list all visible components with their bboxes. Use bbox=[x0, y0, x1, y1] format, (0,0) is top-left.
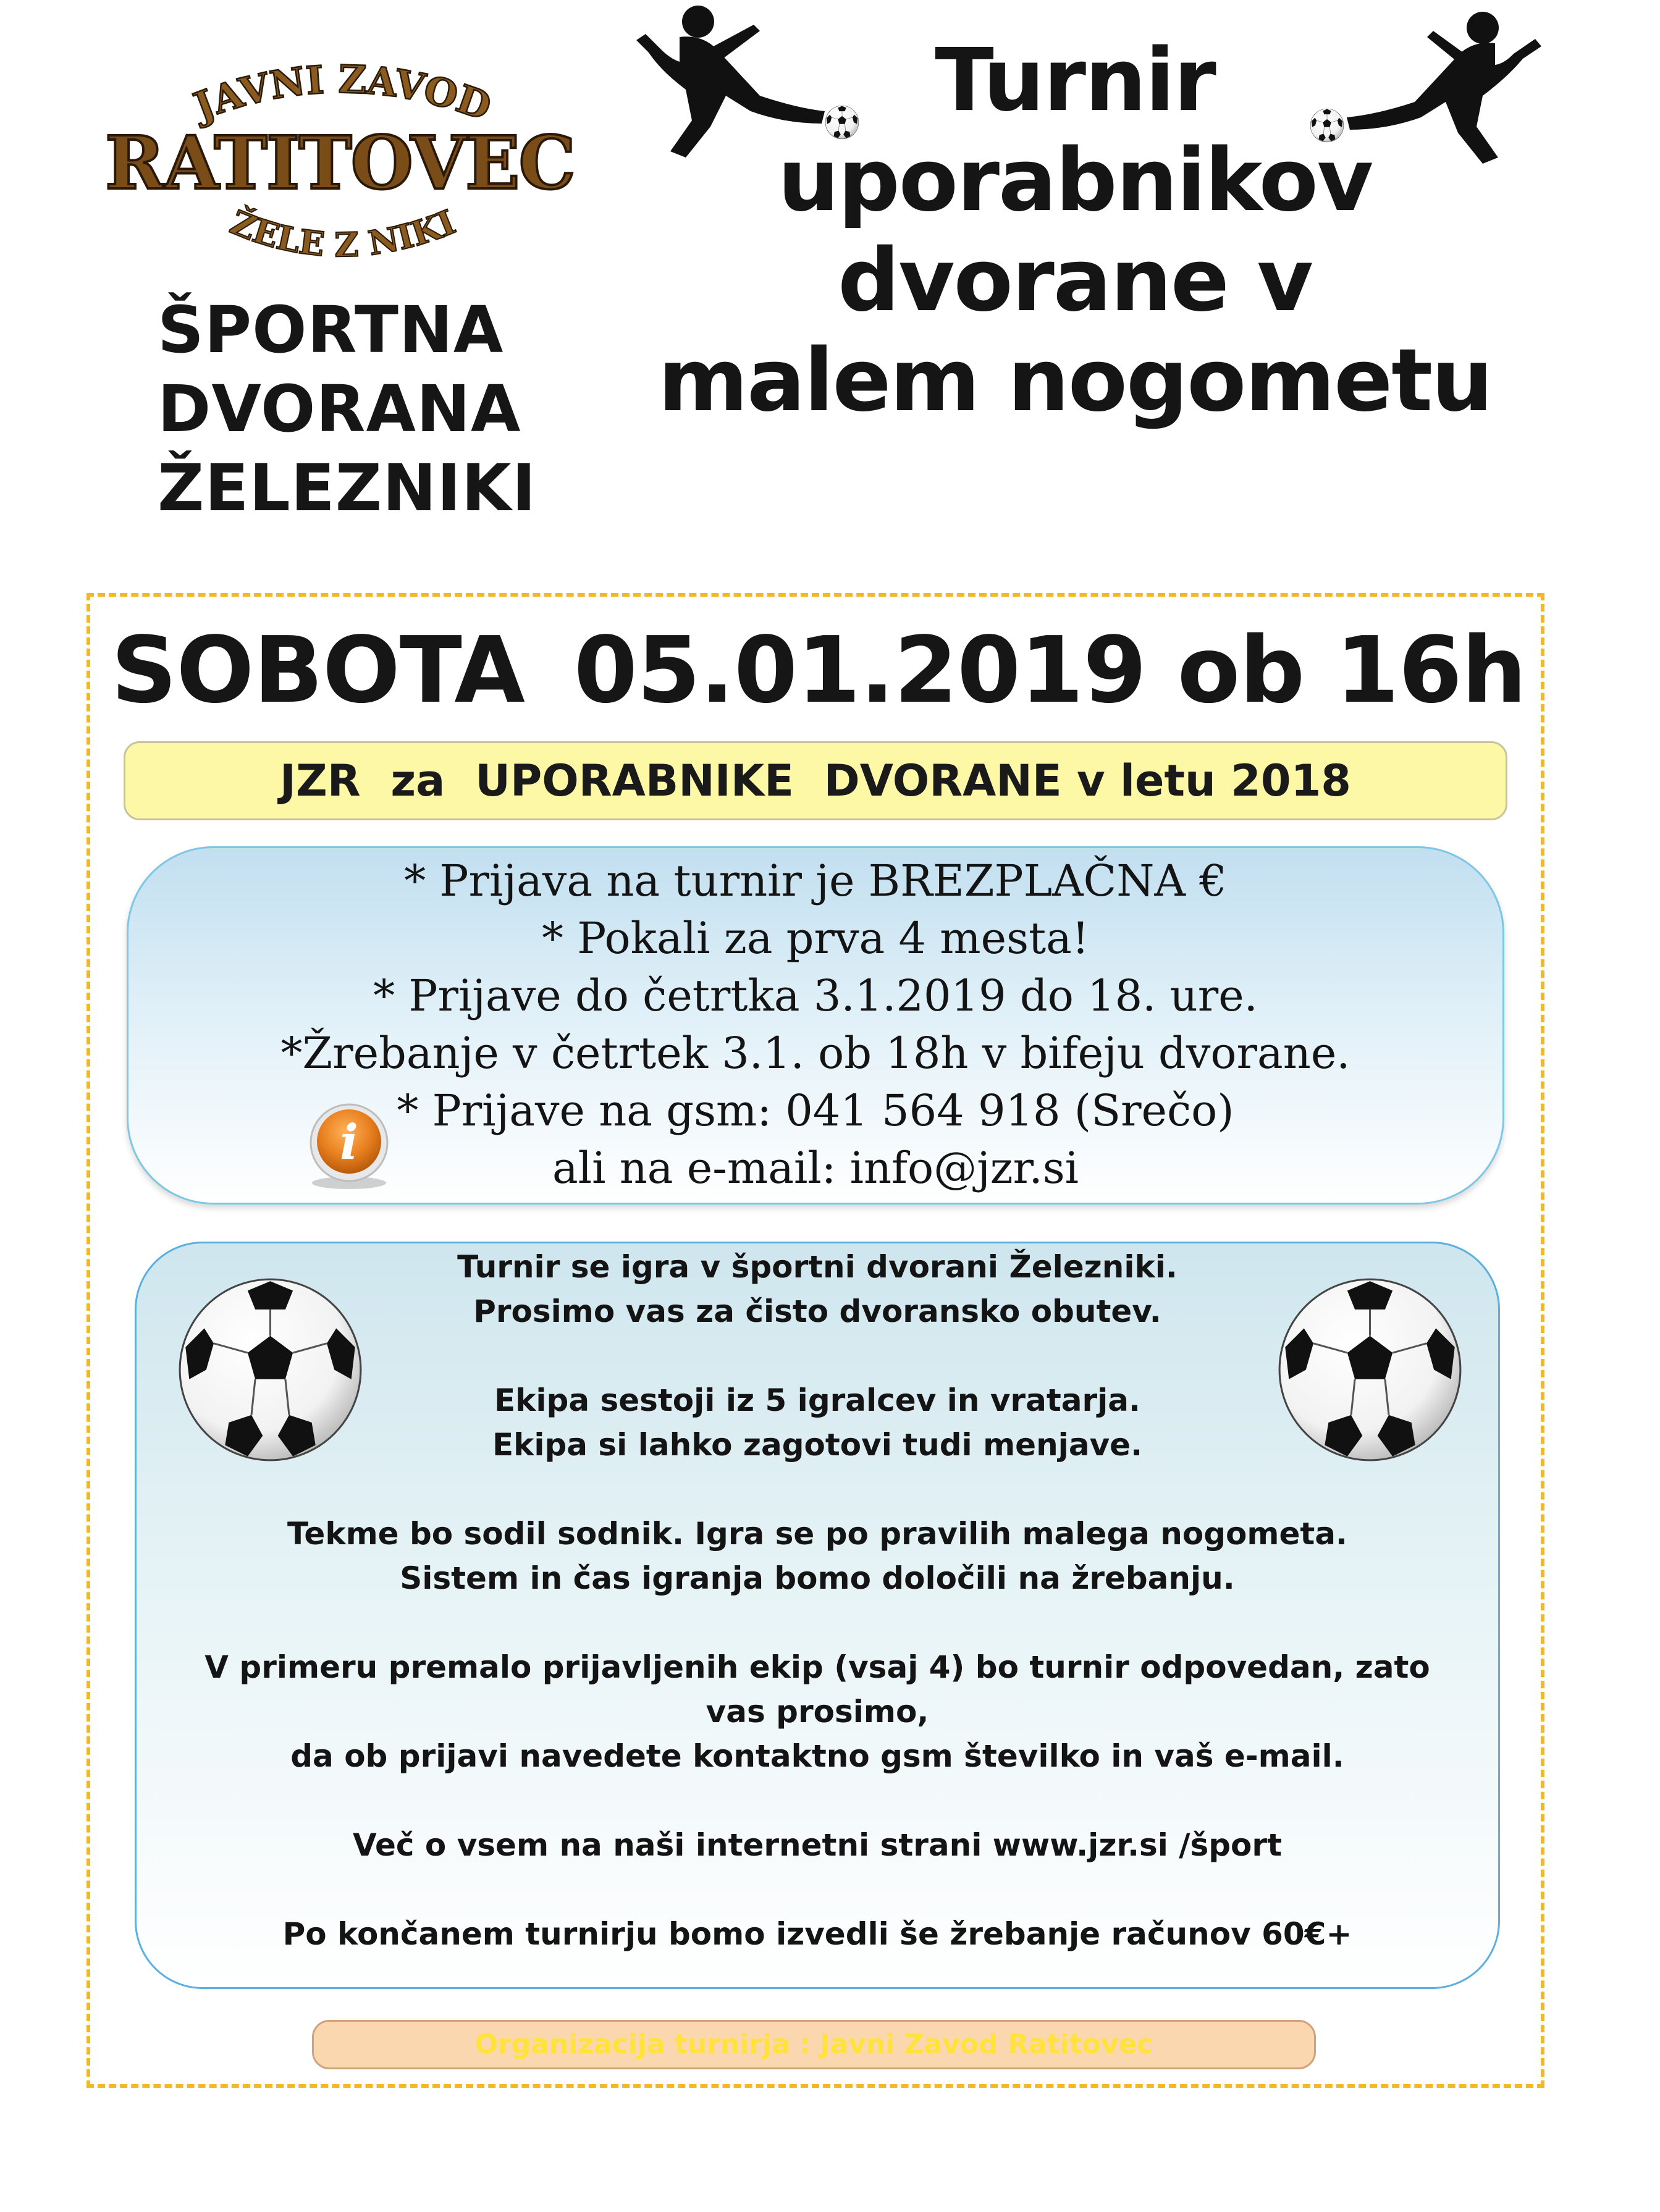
event-datetime: 05.01.2019 ob 16h bbox=[573, 617, 1527, 723]
description-line: Prosimo vas za čisto dvoransko obutev. bbox=[473, 1293, 1161, 1329]
description-line bbox=[135, 1867, 1500, 1912]
description-line: Po končanem turnirju bomo izvedli še žrebanje računov 60€+ bbox=[282, 1916, 1352, 1952]
title-line: malem nogometu bbox=[658, 330, 1492, 431]
description-line: Več o vsem na naši internetni strani www.jzr.si /šport bbox=[353, 1827, 1282, 1863]
hall-name bbox=[158, 290, 541, 528]
title-line: uporabnikov bbox=[777, 130, 1373, 231]
logo-arc-bottom-text: ŽELE Z NIKI bbox=[224, 201, 461, 265]
ratitovec-logo bbox=[93, 43, 587, 303]
description-line: Turnir se igra v športni dvorani Železniki. bbox=[457, 1249, 1178, 1285]
description-line: Sistem in čas igranja bomo določili na žrebanju. bbox=[400, 1560, 1235, 1596]
title-line: dvorane v bbox=[838, 230, 1312, 331]
info-line: * Prijave na gsm: 041 564 918 (Srečo) bbox=[397, 1085, 1234, 1136]
info-line: ali na e-mail: info@jzr.si bbox=[552, 1143, 1079, 1193]
hall-name-line: ŠPORTNA bbox=[158, 292, 504, 368]
info-icon-letter: i bbox=[340, 1114, 358, 1171]
hall-name-line: DVORANA bbox=[158, 371, 521, 447]
info-icon bbox=[303, 1100, 395, 1192]
info-line: * Prijave do četrtka 3.1.2019 do 18. ure. bbox=[373, 970, 1258, 1021]
event-date bbox=[93, 618, 1544, 723]
description-line bbox=[135, 1600, 1500, 1645]
logo-arc-top-text: JAVNI ZAVOD bbox=[188, 56, 497, 130]
description-line: Ekipa si lahko zagotovi tudi menjave. bbox=[492, 1427, 1143, 1463]
description-line bbox=[135, 1334, 1500, 1378]
info-line: * Pokali za prva 4 mesta! bbox=[541, 913, 1089, 964]
description-line: vas prosimo, bbox=[706, 1694, 929, 1730]
jzr-banner: JZR za UPORABNIKE DVORANE v letu 2018 bbox=[124, 741, 1507, 820]
event-day: SOBOTA bbox=[111, 617, 525, 723]
info-line: *Žrebanje v četrtek 3.1. ob 18h v bifeju dvorane. bbox=[280, 1028, 1350, 1079]
title-line: Turnir bbox=[935, 30, 1215, 131]
tournament-title bbox=[581, 31, 1569, 431]
description-line bbox=[135, 1467, 1500, 1512]
hall-name-line: ŽELEZNIKI bbox=[158, 450, 537, 526]
description-lines bbox=[135, 1245, 1500, 1956]
description-line: Ekipa sestoji iz 5 igralcev in vratarja. bbox=[494, 1382, 1141, 1418]
description-line bbox=[135, 1778, 1500, 1823]
description-line: da ob prijavi navedete kontaktno gsm številko in vaš e-mail. bbox=[290, 1738, 1344, 1774]
logo-main-text: RATITOVEC bbox=[105, 120, 575, 206]
organizer-banner: Organizacija turnirja : Javni Zavod Ratitovec bbox=[312, 2020, 1316, 2069]
description-line: Tekme bo sodil sodnik. Igra se po pravilih malega nogometa. bbox=[287, 1516, 1348, 1552]
info-line: * Prijava na turnir je BREZPLAČNA € bbox=[404, 856, 1227, 906]
description-line: V primeru premalo prijavljenih ekip (vsaj 4) bo turnir odpovedan, zato bbox=[204, 1649, 1430, 1685]
